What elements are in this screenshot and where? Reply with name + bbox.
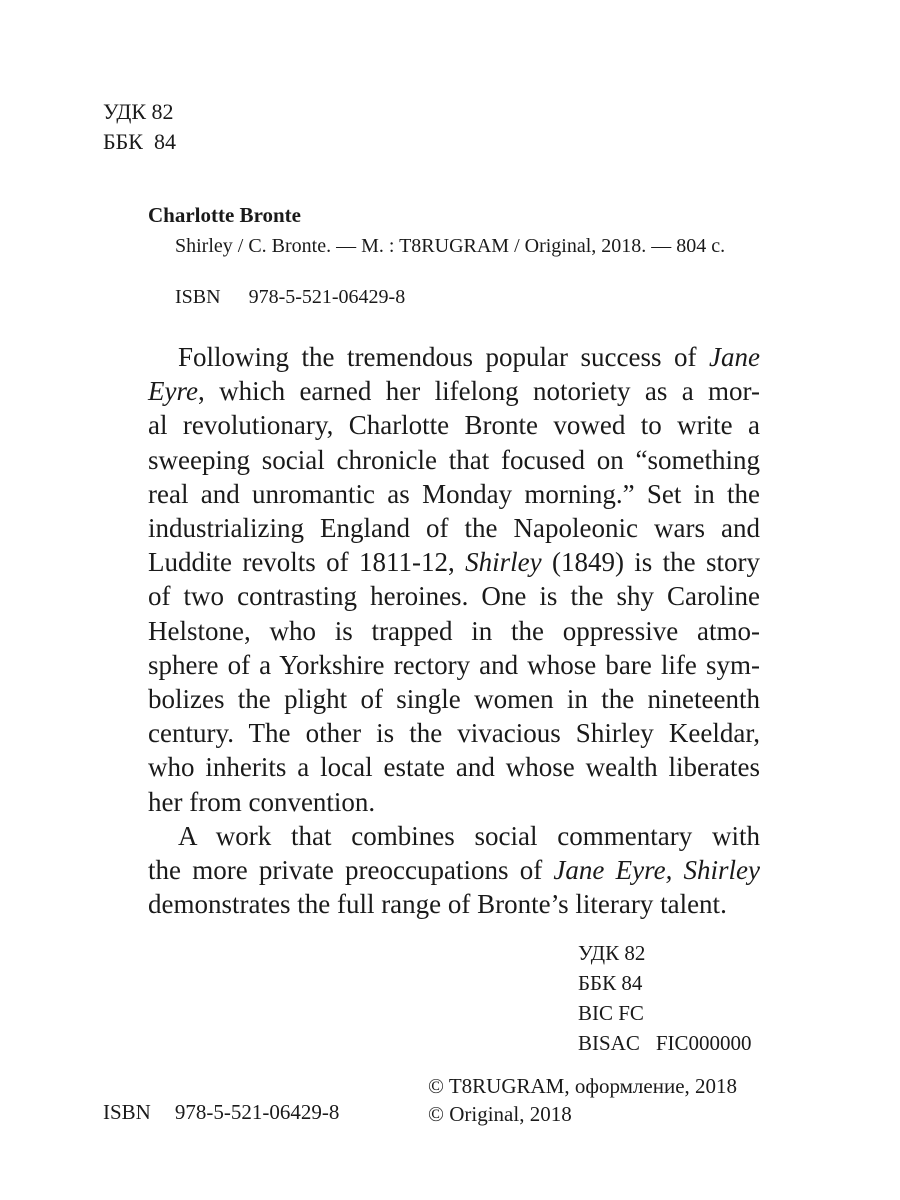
isbn-label: ISBN <box>175 286 221 308</box>
copyright-block <box>428 1072 737 1128</box>
annotation-line: her from convention. <box>148 786 376 817</box>
annotation-line: sweeping social chronicle that focused on “something <box>148 444 760 475</box>
annotation-line: century. The other is the vivacious Shirley Keeldar, <box>148 718 760 749</box>
annotation-line: A work that combines social commentary with <box>178 820 760 851</box>
annotation <box>148 340 760 921</box>
isbn-number: 978-5-521-06429-8 <box>248 286 406 308</box>
bbk-code: ББК 84 <box>578 971 643 995</box>
bisac-code: BISAC FIC000000 <box>578 1031 752 1055</box>
isbn-label: ISBN <box>103 1100 151 1124</box>
annotation-line: of two contrasting heroines. One is the shy Caroline <box>148 581 760 612</box>
annotation-line: al revolutionary, Charlotte Bronte vowed to write a <box>148 410 760 441</box>
annotation-line: real and unromantic as Monday morning.” Set in the <box>148 478 760 509</box>
classification-top <box>103 97 176 157</box>
bibliographic-entry: Shirley / C. Bronte. — M. : T8RUGRAM / Original, 2018. — 804 с. <box>175 235 726 257</box>
annotation-line: the more private preoccupations of Jane Eyre, Shirley <box>148 855 761 886</box>
copyright-line: © Original, 2018 <box>428 1102 572 1126</box>
isbn-bottom <box>103 1100 339 1125</box>
annotation-line: demonstrates the full range of Bronte’s literary talent. <box>148 889 727 920</box>
bic-code: BIC FC <box>578 1001 644 1025</box>
author-name: Charlotte Bronte <box>148 203 301 227</box>
bbk-code: ББК 84 <box>103 129 176 154</box>
annotation-line: Following the tremendous popular success of Jane <box>178 342 761 372</box>
classification-bottom <box>578 938 752 1058</box>
udk-code: УДК 82 <box>103 99 174 124</box>
annotation-line: Luddite revolts of 1811-12, Shirley (1849) is the story <box>148 547 761 578</box>
udk-code: УДК 82 <box>578 941 646 965</box>
annotation-line: Helstone, who is trapped in the oppressive atmo- <box>148 615 760 646</box>
isbn-top <box>175 286 405 309</box>
annotation-line: bolizes the plight of single women in the nineteenth <box>148 684 760 715</box>
annotation-line: industrializing England of the Napoleonic wars and <box>148 513 760 544</box>
copyright-line: © T8RUGRAM, оформление, 2018 <box>428 1074 738 1098</box>
isbn-number: 978-5-521-06429-8 <box>174 1100 340 1124</box>
annotation-line: Eyre, which earned her lifelong notoriety as a mor- <box>148 376 760 407</box>
annotation-line: who inherits a local estate and whose wealth liberates <box>148 752 760 783</box>
annotation-line: sphere of a Yorkshire rectory and whose bare life sym- <box>148 649 760 680</box>
